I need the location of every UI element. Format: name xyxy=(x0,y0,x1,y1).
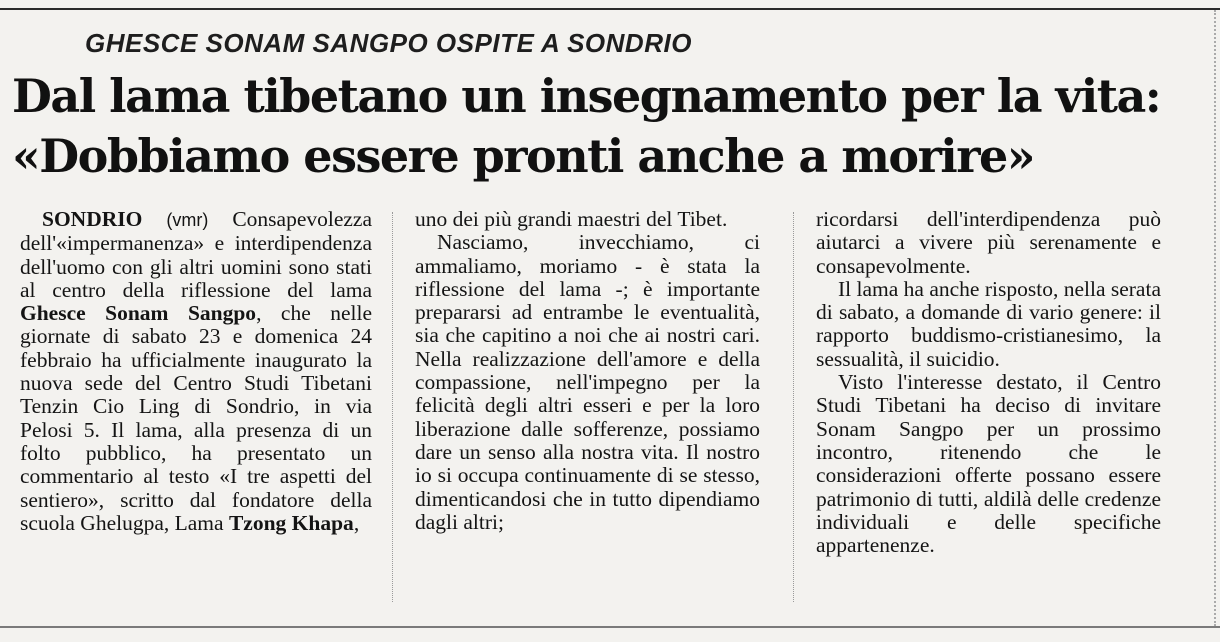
article-column-2 xyxy=(415,208,760,534)
article-paragraph-continued: ricordarsi dell'interdipendenza può aiutarci a vivere più serenamente e consapevolmente. xyxy=(816,207,1161,278)
article-headline xyxy=(12,66,1160,186)
source-initials: (vmr) xyxy=(166,210,209,230)
article-paragraph-continued: uno dei più grandi maestri del Tibet. xyxy=(415,207,728,231)
headline-line-1: Dal lama tibetano un insegnamento per la vita: xyxy=(12,69,1161,123)
right-edge-rule xyxy=(1214,10,1216,626)
person-name: Tzong Khapa xyxy=(228,510,354,535)
article-column-1 xyxy=(20,208,372,535)
dateline: SONDRIO xyxy=(42,207,143,231)
article-paragraph: Visto l'interesse destato, il Centro Studi Tibetani ha deciso di invitare Sonam Sangpo per un prossimo incontro, ritenendo che le considerazioni offerte possano essere patrimonio di tutti, aldilà delle credenze individuali e delle specifiche appartenenze. xyxy=(816,370,1161,558)
paragraph-text: Consapevolezza dell'«impermanenza» e interdipendenza dell'uomo con gli altri uomini sono stati al centro della riflessione del lama xyxy=(20,207,372,302)
column-divider xyxy=(392,212,393,602)
article-paragraph: Il lama ha anche risposto, nella serata di sabato, a domande di vario genere: il rapporto buddismo-cristianesimo, la sessualità, il suicidio. xyxy=(816,276,1161,371)
headline-line-2: «Dobbiamo essere pronti anche a morire» xyxy=(12,129,1035,183)
person-name: Ghesce Sonam Sangpo xyxy=(20,301,257,326)
article-paragraph xyxy=(20,208,372,535)
column-divider xyxy=(793,212,794,602)
article-kicker: GHESCE SONAM SANGPO OSPITE A SONDRIO xyxy=(85,28,692,58)
paragraph-text: , che nelle giornate di sabato 23 e domenica 24 febbraio ha ufficialmente inaugurato la nuova sede del Centro Studi Tibetani Tenzin Cio Ling di Sondrio, in via Pelosi 5. Il lama, alla presenza di un folto pubblico, ha presentato un commentario al testo «I tre aspetti del sentiero», scritto dal fondatore della scuola Ghelugpa, Lama xyxy=(20,301,372,535)
article-column-3 xyxy=(816,208,1161,557)
paragraph-text: , xyxy=(353,510,360,535)
article-paragraph: Nasciamo, invecchiamo, ci ammaliamo, moriamo - è stata la riflessione del lama -; è importante prepararsi ad entrambe le eventualità, sia che capitino a noi che ai nostri cari. Nella realizzazione dell'amore e della compassione, nell'impegno per la felicità degli altri esseri e per la loro liberazione dalle sofferenze, possiamo dare un senso alla nostra vita. Il nostro io si occupa continuamente di se stesso, dimenticandosi che in tutto dipendiamo dagli altri; xyxy=(415,230,760,534)
top-rule xyxy=(0,8,1220,10)
bottom-rule xyxy=(0,626,1220,628)
